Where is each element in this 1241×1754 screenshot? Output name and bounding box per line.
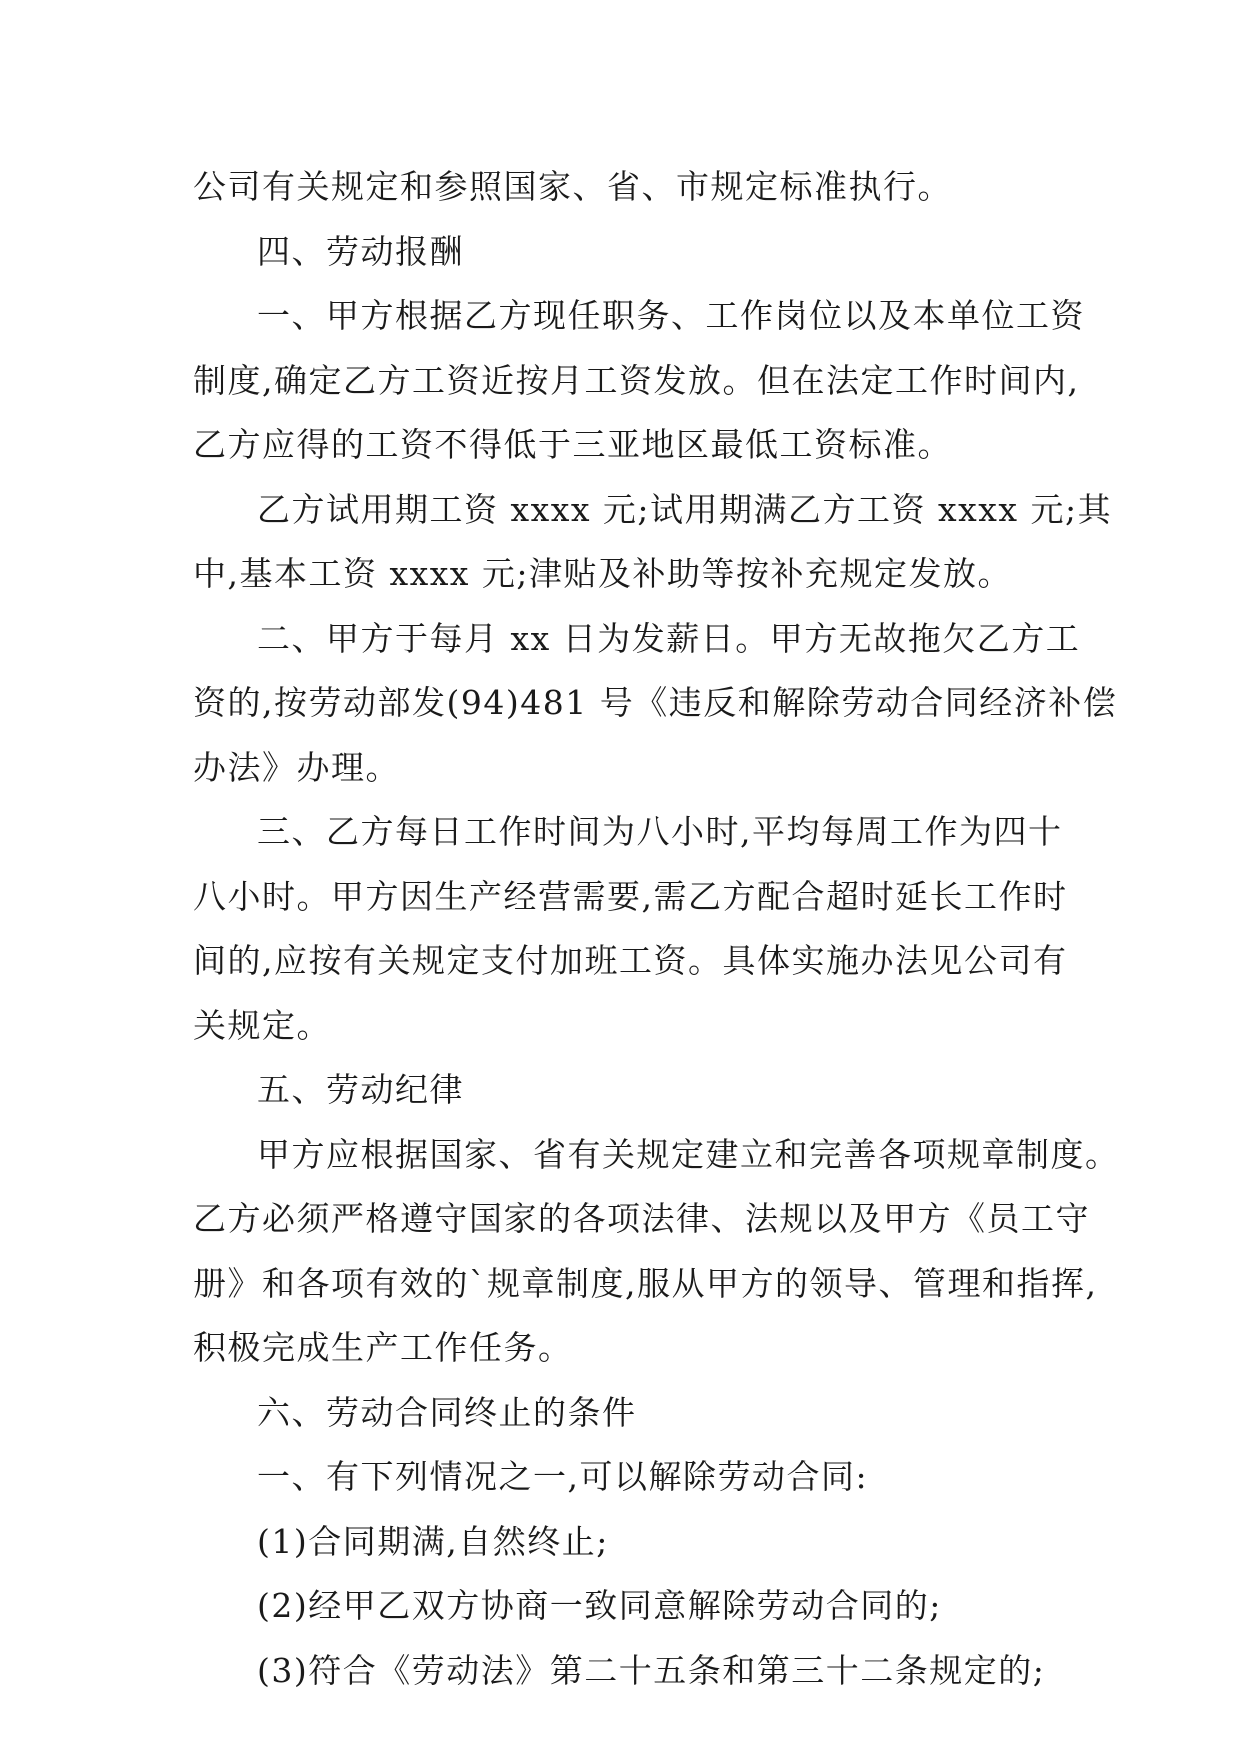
text-line: 乙方试用期工资 xxxx 元;试用期满乙方工资 xxxx 元;其 bbox=[257, 489, 1113, 529]
document-body bbox=[193, 155, 1120, 1703]
section-heading-labor-discipline: 五、劳动纪律 bbox=[257, 1070, 464, 1109]
list-item: (2)经甲乙双方协商一致同意解除劳动合同的; bbox=[257, 1586, 942, 1625]
text-line: 一、有下列情况之一,可以解除劳动合同: bbox=[257, 1457, 869, 1496]
text-line: 中,基本工资 xxxx 元;津贴及补助等按补充规定发放。 bbox=[193, 554, 1013, 593]
section-heading-termination: 六、劳动合同终止的条件 bbox=[257, 1392, 637, 1432]
text-line: 二、甲方于每月 xx 日为发薪日。甲方无故拖欠乙方工 bbox=[257, 618, 1081, 658]
list-item: (3)符合《劳动法》第二十五条和第三十二条规定的; bbox=[257, 1650, 1046, 1690]
text-line: 间的,应按有关规定支付加班工资。具体实施办法见公司有 bbox=[193, 941, 1068, 980]
text-line: 公司有关规定和参照国家、省、市规定标准执行。 bbox=[193, 167, 952, 206]
text-line: 三、乙方每日工作时间为八小时,平均每周工作为四十 bbox=[257, 812, 1063, 851]
text-line: 甲方应根据国家、省有关规定建立和完善各项规章制度。 bbox=[257, 1134, 1120, 1174]
text-line: 积极完成生产工作任务。 bbox=[193, 1328, 573, 1367]
text-line: 制度,确定乙方工资近按月工资发放。但在法定工作时间内, bbox=[193, 360, 1080, 400]
text-line: 八小时。甲方因生产经营需要,需乙方配合超时延长工作时 bbox=[193, 876, 1068, 916]
text-line: 资的,按劳动部发(94)481 号《违反和解除劳动合同经济补偿 bbox=[193, 683, 1118, 722]
text-line: 乙方应得的工资不得低于三亚地区最低工资标准。 bbox=[193, 425, 952, 464]
text-line: 册》和各项有效的`规章制度,服从甲方的领导、管理和指挥, bbox=[193, 1263, 1098, 1303]
section-heading-labor-pay: 四、劳动报酬 bbox=[257, 231, 464, 271]
text-line: 关规定。 bbox=[193, 1005, 331, 1045]
text-line: 一、甲方根据乙方现任职务、工作岗位以及本单位工资 bbox=[257, 296, 1085, 335]
text-line: 办法》办理。 bbox=[193, 747, 400, 787]
text-line: 乙方必须严格遵守国家的各项法律、法规以及甲方《员工守 bbox=[193, 1199, 1090, 1238]
list-item: (1)合同期满,自然终止; bbox=[257, 1521, 609, 1561]
